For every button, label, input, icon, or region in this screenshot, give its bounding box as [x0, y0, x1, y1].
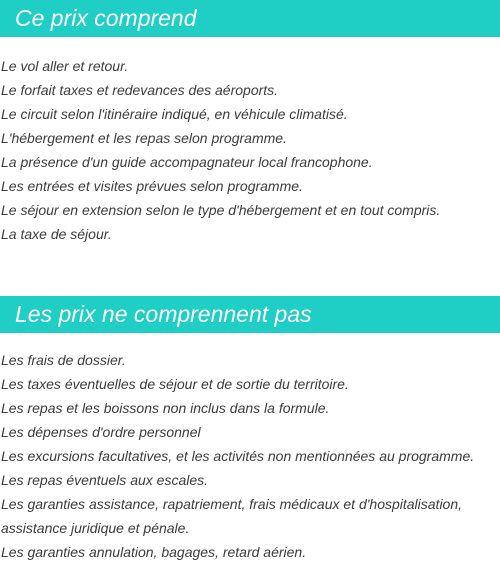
included-item: Les entrées et visites prévues selon programme. — [1, 178, 303, 194]
excluded-item: Les dépenses d'ordre personnel — [1, 424, 201, 440]
included-item: Le forfait taxes et redevances des aéroports. — [1, 82, 279, 98]
excluded-item: Les frais de dossier. — [1, 352, 126, 368]
included-item: Le séjour en extension selon le type d'hébergement et en tout compris. — [1, 202, 441, 218]
excluded-item: Les garanties annulation, bagages, retard aérien. — [1, 544, 307, 560]
excluded-item: Les repas et les boissons non inclus dans la formule. — [1, 400, 330, 416]
included-item: Le vol aller et retour. — [1, 58, 129, 74]
excluded-section-title: Les prix ne comprennent pas — [0, 296, 500, 333]
included-section-title: Ce prix comprend — [0, 0, 500, 37]
excluded-item: Les excursions facultatives, et les activités non mentionnées au programme. — [1, 448, 475, 464]
included-item: Le circuit selon l'itinéraire indiqué, en véhicule climatisé. — [1, 106, 348, 122]
excluded-items-list — [1, 348, 500, 564]
excluded-item: Les taxes éventuelles de séjour et de sortie du territoire. — [1, 376, 349, 392]
included-item: La présence d'un guide accompagnateur local francophone. — [1, 154, 373, 170]
included-item: La taxe de séjour. — [1, 226, 112, 242]
excluded-item: Les garanties assistance, rapatriement, frais médicaux et d'hospitalisation, — [1, 496, 463, 512]
included-item: L'hébergement et les repas selon programme. — [1, 130, 287, 146]
excluded-item: assistance juridique et pénale. — [1, 520, 190, 536]
excluded-item: Les repas éventuels aux escales. — [1, 472, 209, 488]
included-items-list — [1, 54, 500, 246]
